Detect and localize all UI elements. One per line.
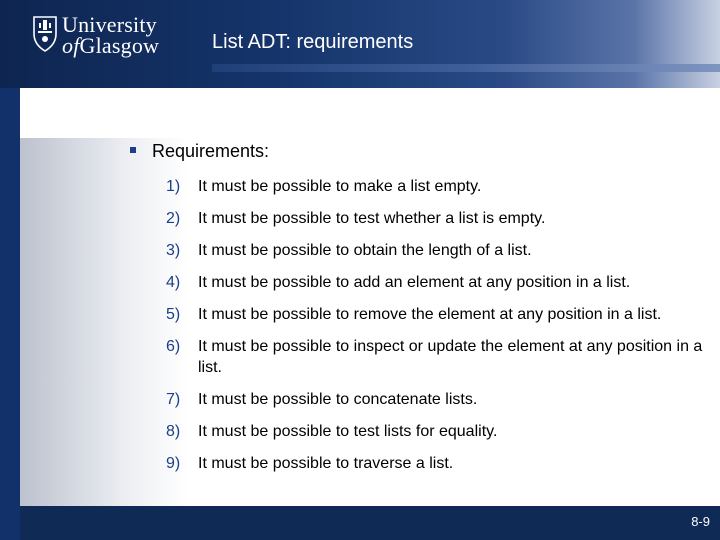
requirements-heading-text: Requirements: bbox=[152, 141, 270, 161]
list-item bbox=[166, 453, 706, 474]
item-text: It must be possible to test lists for equality. bbox=[198, 423, 498, 440]
page-number: 8-9 bbox=[691, 514, 710, 529]
logo-wordmark-of: of bbox=[62, 33, 80, 58]
item-number: 8) bbox=[166, 423, 181, 440]
slide-footer bbox=[20, 506, 720, 540]
list-item bbox=[166, 240, 706, 261]
logo-wordmark-university: University bbox=[62, 12, 157, 37]
list-item bbox=[166, 176, 706, 197]
item-text: It must be possible to obtain the length of a list. bbox=[198, 242, 532, 259]
content-top-band bbox=[20, 88, 720, 138]
title-underline-bar bbox=[212, 64, 720, 72]
item-text: It must be possible to remove the element at any position in a list. bbox=[198, 306, 662, 323]
slide-title: List ADT: requirements bbox=[212, 31, 414, 53]
item-number: 2) bbox=[166, 210, 181, 227]
list-item bbox=[166, 336, 706, 378]
slide-header bbox=[0, 0, 720, 88]
item-number: 1) bbox=[166, 178, 181, 195]
list-item bbox=[166, 208, 706, 229]
item-number: 3) bbox=[166, 242, 181, 259]
item-text: It must be possible to traverse a list. bbox=[198, 455, 454, 472]
list-item bbox=[166, 304, 706, 325]
university-crest-icon bbox=[32, 14, 58, 52]
requirements-heading bbox=[130, 140, 269, 162]
list-item bbox=[166, 389, 706, 410]
item-text: It must be possible to inspect or update the element at any position in a list. bbox=[198, 338, 703, 376]
logo-wordmark-name: Glasgow bbox=[79, 33, 160, 58]
item-number: 4) bbox=[166, 274, 181, 291]
item-text: It must be possible to make a list empty. bbox=[198, 178, 482, 195]
item-number: 5) bbox=[166, 306, 181, 323]
item-text: It must be possible to concatenate lists. bbox=[198, 391, 478, 408]
item-text: It must be possible to add an element at any position in a list. bbox=[198, 274, 631, 291]
item-number: 6) bbox=[166, 338, 181, 355]
item-text: It must be possible to test whether a list is empty. bbox=[198, 210, 546, 227]
requirements-list bbox=[166, 176, 706, 485]
university-logo bbox=[32, 12, 162, 60]
list-item bbox=[166, 272, 706, 293]
list-item bbox=[166, 421, 706, 442]
left-decorative-band bbox=[0, 88, 20, 540]
item-number: 9) bbox=[166, 455, 181, 472]
item-number: 7) bbox=[166, 391, 181, 408]
square-bullet-icon bbox=[130, 147, 136, 153]
logo-wordmark-glasgow bbox=[62, 35, 159, 57]
